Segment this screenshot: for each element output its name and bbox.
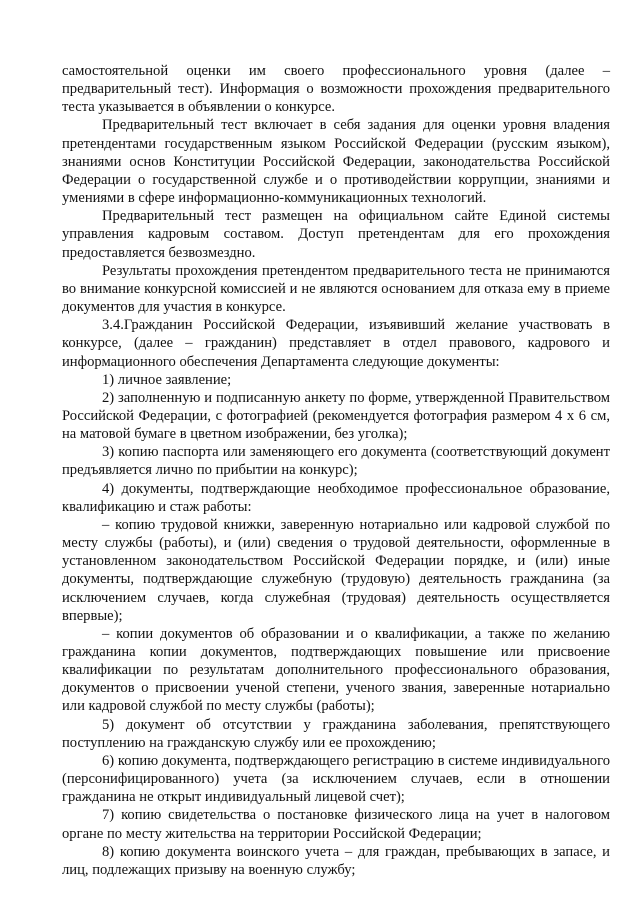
list-subitem-education: – копии документов об образовании и о квалификации, а также по желанию гражданина копии документов, подтверждающих повышение или присвоение квалификации по результатам дополнительного профессионального образования, документов о присвоении ученой степени, ученого звания, заверенные нотариально или кадровой службой по месту службы (работы); — [62, 625, 610, 715]
paragraph-test-results: Результаты прохождения претендентом предварительного теста не принимаются во внимание конкурсной комиссией и не являются основанием для отказа ему в приеме документов для участия в конкурсе. — [62, 262, 610, 316]
list-item-7: 7) копию свидетельства о постановке физического лица на учет в налоговом органе по месту жительства на территории Российской Федерации; — [62, 807, 610, 842]
list-item-3: 3) копию паспорта или заменяющего его документа (соответствующий документ предъявляется лично по прибытии на конкурс); — [62, 444, 610, 479]
list-item-6: 6) копию документа, подтверждающего регистрацию в системе индивидуального (персонифицированного) учета (за исключением случаев, если в отношении гражданина не открыт индивидуальный лицевой счет); — [62, 752, 610, 806]
list-subitem-work-record: – копию трудовой книжки, заверенную нотариально или кадровой службой по месту службы (работы), и (или) сведения о трудовой деятельности, оформленные в установленном законодательством Российской Федерации порядке, и (или) иные документы, подтверждающие служебную (трудовую) деятельность гражданина (за исключением случаев, когда служебная (трудовая) деятельность осуществляется впервые); — [62, 516, 610, 624]
list-item-2: 2) заполненную и подписанную анкету по форме, утвержденной Правительством Российской Федерации, с фотографией (рекомендуется фотография размером 4 х 6 см, на матовой бумаге в цветном изображении, без уголка); — [62, 389, 610, 443]
list-item-8: 8) копию документа воинского учета – для граждан, пребывающих в запасе, и лиц, подлежащих призыву на военную службу; — [62, 843, 610, 878]
paragraph-test-content: Предварительный тест включает в себя задания для оценки уровня владения претендентами государственным языком Российской Федерации (русским языком), знаниями основ Конституции Российской Федерации, законодательства Российской Федерации о государственной службе и о противодействии коррупции, знаниями и умениями в сфере информационно-коммуникационных технологий. — [62, 117, 610, 207]
paragraph-test-purpose: самостоятельной оценки им своего профессионального уровня (далее – предварительный тест). Информация о возможности прохождения предварительного теста указывается в объявлении о конкурсе. — [62, 63, 610, 116]
paragraph-section-3-4: 3.4.Гражданин Российской Федерации, изъявивший желание участвовать в конкурсе, (далее – гражданин) представляет в отдел правового, кадрового и информационного обеспечения Департамента следующие документы: — [62, 317, 610, 370]
list-item-4: 4) документы, подтверждающие необходимое профессиональное образование, квалификацию и стаж работы: — [62, 480, 610, 515]
list-item-5: 5) документ об отсутствии у гражданина заболевания, препятствующего поступлению на гражданскую службу или ее прохождению; — [62, 716, 610, 751]
list-item-1: 1) личное заявление; — [102, 371, 232, 388]
paragraph-test-location: Предварительный тест размещен на официальном сайте Единой системы управления кадровым составом. Доступ претендентам для его прохождения предоставляется безвозмездно. — [62, 208, 610, 261]
